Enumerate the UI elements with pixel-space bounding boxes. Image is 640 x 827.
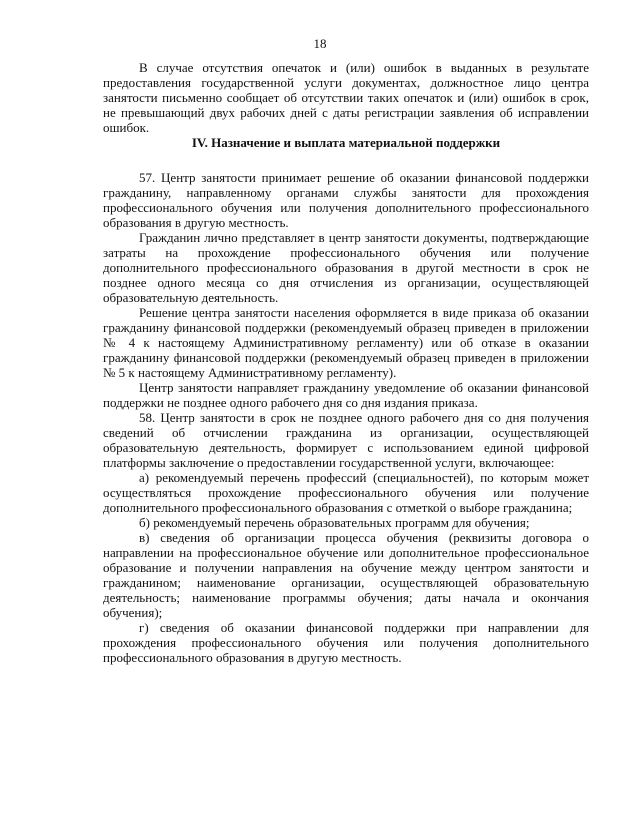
paragraph-58-conclusion: 58. Центр занятости в срок не позднее одного рабочего дня со дня получения сведений об отчислении гражданина из организации, осуществляющей образовательную деятельность, формирует с использованием единой цифровой платформы заключение о предоставлении государственной услуги, включающее: <box>103 410 589 470</box>
paragraph-order-decision: Решение центра занятости населения оформляется в виде приказа об оказании гражданину финансовой поддержки (рекомендуемый образец приведен в приложении № 4 к настоящему Административному регламенту) или об отказе в оказании гражданину финансовой поддержки (рекомендуемый образец приведен в приложении № 5 к настоящему Административному регламенту). <box>103 305 589 380</box>
list-item-a: а) рекомендуемый перечень профессий (специальностей), по которым может осуществляться прохождение профессионального обучения или получение дополнительного профессионального образования с отметкой о выборе гражданина; <box>103 470 589 515</box>
paragraph-notification: Центр занятости направляет гражданину уведомление об оказании финансовой поддержки не позднее одного рабочего дня со дня издания приказа. <box>103 380 589 410</box>
list-item-b: б) рекомендуемый перечень образовательных программ для обучения; <box>139 515 530 530</box>
section-heading: IV. Назначение и выплата материальной поддержки <box>191 135 501 150</box>
paragraph-57-decision: 57. Центр занятости принимает решение об оказании финансовой поддержки гражданину, направленному органами службы занятости для прохождения профессионального обучения или получения дополнительного профессионального образования в другую местность. <box>103 170 589 230</box>
list-item-c: в) сведения об организации процесса обучения (реквизиты договора о направлении на профессиональное обучение или дополнительное профессиональное образование и получении направления на обучение между центром занятости и гражданином; наименование организации, осуществляющей образовательную деятельность; наименование программы обучения; даты начала и окончания обучения); <box>103 530 589 620</box>
list-item-d: г) сведения об оказании финансовой поддержки при направлении для прохождения профессионального обучения или получения дополнительного профессионального образования в другую местность. <box>103 620 589 665</box>
document-body <box>103 60 589 665</box>
paragraph-documents-submission: Гражданин лично представляет в центр занятости документы, подтверждающие затраты на прохождение профессионального обучения или получение дополнительного профессионального образования в другой местности в срок не позднее одного месяца со дня отчисления из организации, осуществляющей образовательную деятельность. <box>103 230 589 305</box>
paragraph-no-errors-notice: В случае отсутствия опечаток и (или) ошибок в выданных в результате предоставления государственной услуги документах, должностное лицо центра занятости письменно сообщает об отсутствии таких опечаток и (или) ошибок в срок, не превышающий двух рабочих дней с даты регистрации заявления об исправлении ошибок. <box>103 60 589 135</box>
page-number: 18 <box>313 36 327 51</box>
